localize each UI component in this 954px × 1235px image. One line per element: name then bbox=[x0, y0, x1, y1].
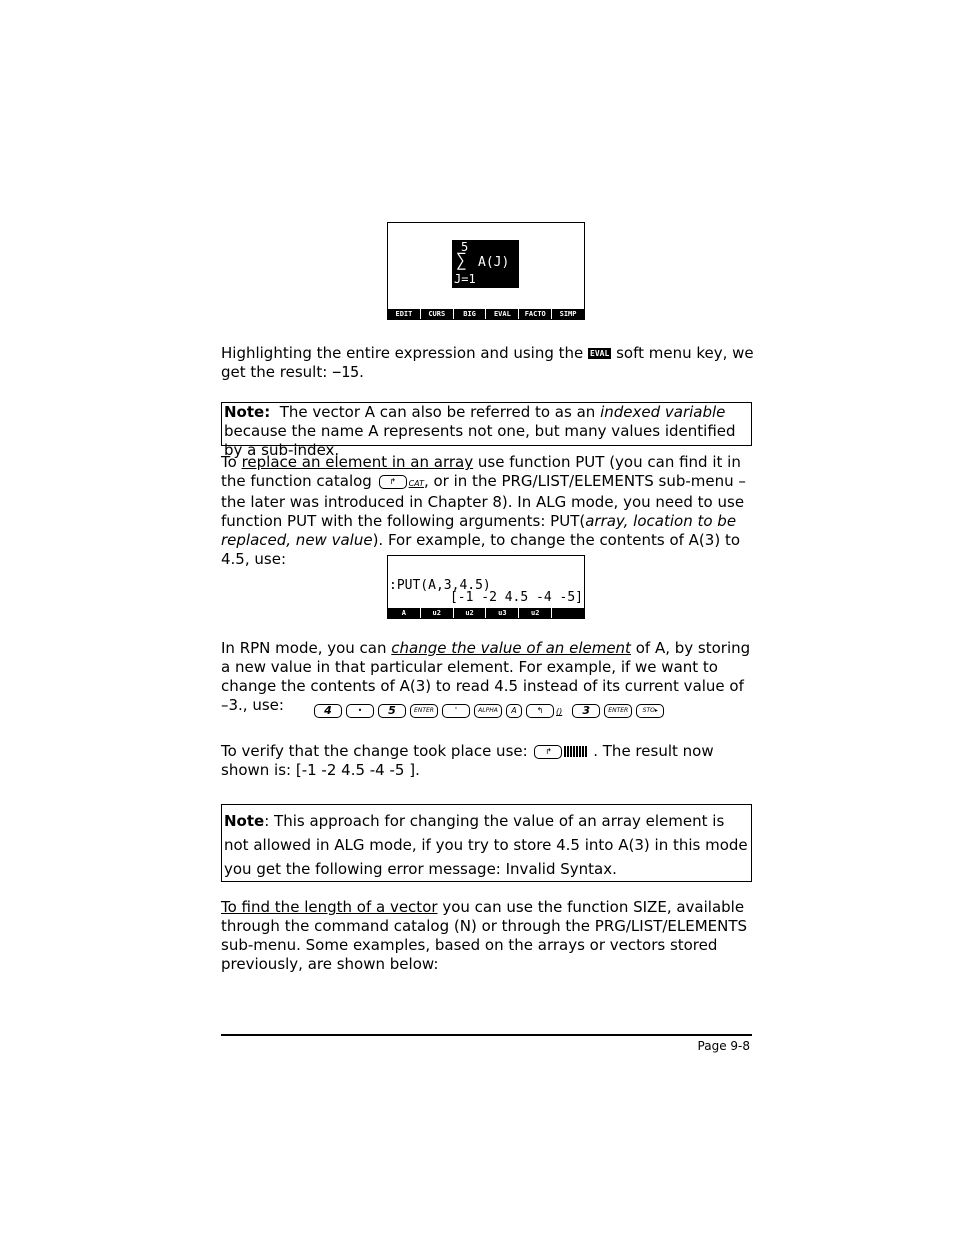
key-3: 3 bbox=[572, 704, 600, 718]
highlighted-expression bbox=[452, 240, 519, 288]
screen-result-line: [-1 -2 4.5 -4 -5] bbox=[449, 590, 583, 605]
key-tick: ' bbox=[442, 704, 470, 718]
right-shift-key-icon: ↱ bbox=[379, 475, 407, 489]
change-value-link[interactable]: change the value of an element bbox=[391, 639, 631, 657]
paren-label: () bbox=[556, 707, 563, 716]
softkey-eval[interactable]: EVAL bbox=[486, 309, 518, 319]
screen-command-line: :PUT(A,3,4.5) bbox=[389, 578, 491, 593]
soft-menu-bar bbox=[388, 608, 584, 618]
key-4: 4 bbox=[314, 704, 342, 718]
calculator-screen-sum bbox=[387, 222, 585, 320]
key-enter-2: ENTER bbox=[604, 704, 632, 718]
paragraph-vector-length: To find the length of a vector you can use the function SIZE, available through the command catalog (N) or through the PRG/LIST/ELEMENTS sub-menu. Some examples, based on the arrays or vectors stored previously, are shown below: bbox=[221, 898, 748, 973]
softkey-blank[interactable] bbox=[552, 608, 584, 618]
softkey-edit[interactable]: EDIT bbox=[388, 309, 420, 319]
grid-softkey-icon bbox=[564, 746, 588, 757]
sum-lower-limit: J=1 bbox=[454, 272, 476, 286]
cat-key-label: CAT bbox=[408, 479, 424, 488]
softkey-a[interactable]: A bbox=[388, 608, 420, 618]
softkey-u2-b[interactable]: u2 bbox=[454, 608, 486, 618]
paragraph-put-function: To replace an element in an array use function PUT (you can find it in the function catalog ↱ CAT, or in the PRG/LIST/ELEMENTS sub-menu – the later was introduced in Chapter 8). In ALG mode, you need to use function PUT with the following arguments: PUT(array, location to be replaced, new value). For example, to change the contents of A(3) to 4.5, use: bbox=[221, 453, 746, 568]
note-box-alg-mode: Note: This approach for changing the value of an array element is not allowed in ALG mode, if you try to store 4.5 into A(3) in this mode you get the following error message: Invalid Syntax. bbox=[221, 804, 752, 882]
sum-symbol: ∑ bbox=[456, 250, 467, 271]
replace-element-link[interactable]: replace an element in an array bbox=[241, 453, 474, 471]
eval-softkey-icon: EVAL bbox=[590, 349, 610, 358]
sum-upper-limit: 5 bbox=[461, 240, 469, 254]
note-box-indexed-variable: Note: The vector A can also be referred to as an indexed variable because the name A represents not one, but many values identified by a sub-index. bbox=[221, 402, 752, 446]
key-alpha: ALPHA bbox=[474, 704, 502, 718]
keystroke-sequence bbox=[312, 704, 672, 720]
softkey-facto[interactable]: FACTO bbox=[519, 309, 551, 319]
softkey-u3[interactable]: u3 bbox=[486, 608, 518, 618]
left-shift-key-icon: ↰ bbox=[526, 704, 554, 718]
paragraph-rpn-mode: In RPN mode, you can change the value of an element of A, by storing a new value in that particular element. For example, if we want to change the contents of A(3) to read 4.5 instead of its current value of –3., use: bbox=[221, 639, 751, 714]
key-a: A bbox=[506, 704, 522, 718]
softkey-simp[interactable]: SIMP bbox=[552, 309, 584, 319]
calculator-screen-put bbox=[387, 555, 585, 619]
key-enter: ENTER bbox=[410, 704, 438, 718]
paragraph-verify: To verify that the change took place use: ↱ . The result now shown is: [-1 -2 4.5 -4 -5 ]. bbox=[221, 742, 714, 779]
page-number: Page 9-8 bbox=[697, 1039, 750, 1053]
key-decimal: • bbox=[346, 704, 374, 718]
note-label: Note: bbox=[224, 403, 271, 421]
soft-menu-bar bbox=[388, 309, 584, 319]
softkey-curs[interactable]: CURS bbox=[421, 309, 453, 319]
sum-expression: A(J) bbox=[478, 255, 510, 270]
softkey-u2-a[interactable]: u2 bbox=[421, 608, 453, 618]
vector-length-link[interactable]: To find the length of a vector bbox=[221, 898, 438, 916]
softkey-big[interactable]: BIG bbox=[454, 309, 486, 319]
footer-rule bbox=[221, 1034, 752, 1036]
paragraph-eval-result: Highlighting the entire expression and using the EVAL soft menu key, we get the result: −15. bbox=[221, 344, 754, 381]
softkey-u2-c[interactable]: u2 bbox=[519, 608, 551, 618]
key-sto: STO▸ bbox=[636, 704, 664, 718]
result-value: −15 bbox=[332, 363, 360, 381]
right-shift-key-icon: ↱ bbox=[534, 745, 562, 759]
key-5: 5 bbox=[378, 704, 406, 718]
note-label: Note bbox=[224, 812, 265, 830]
